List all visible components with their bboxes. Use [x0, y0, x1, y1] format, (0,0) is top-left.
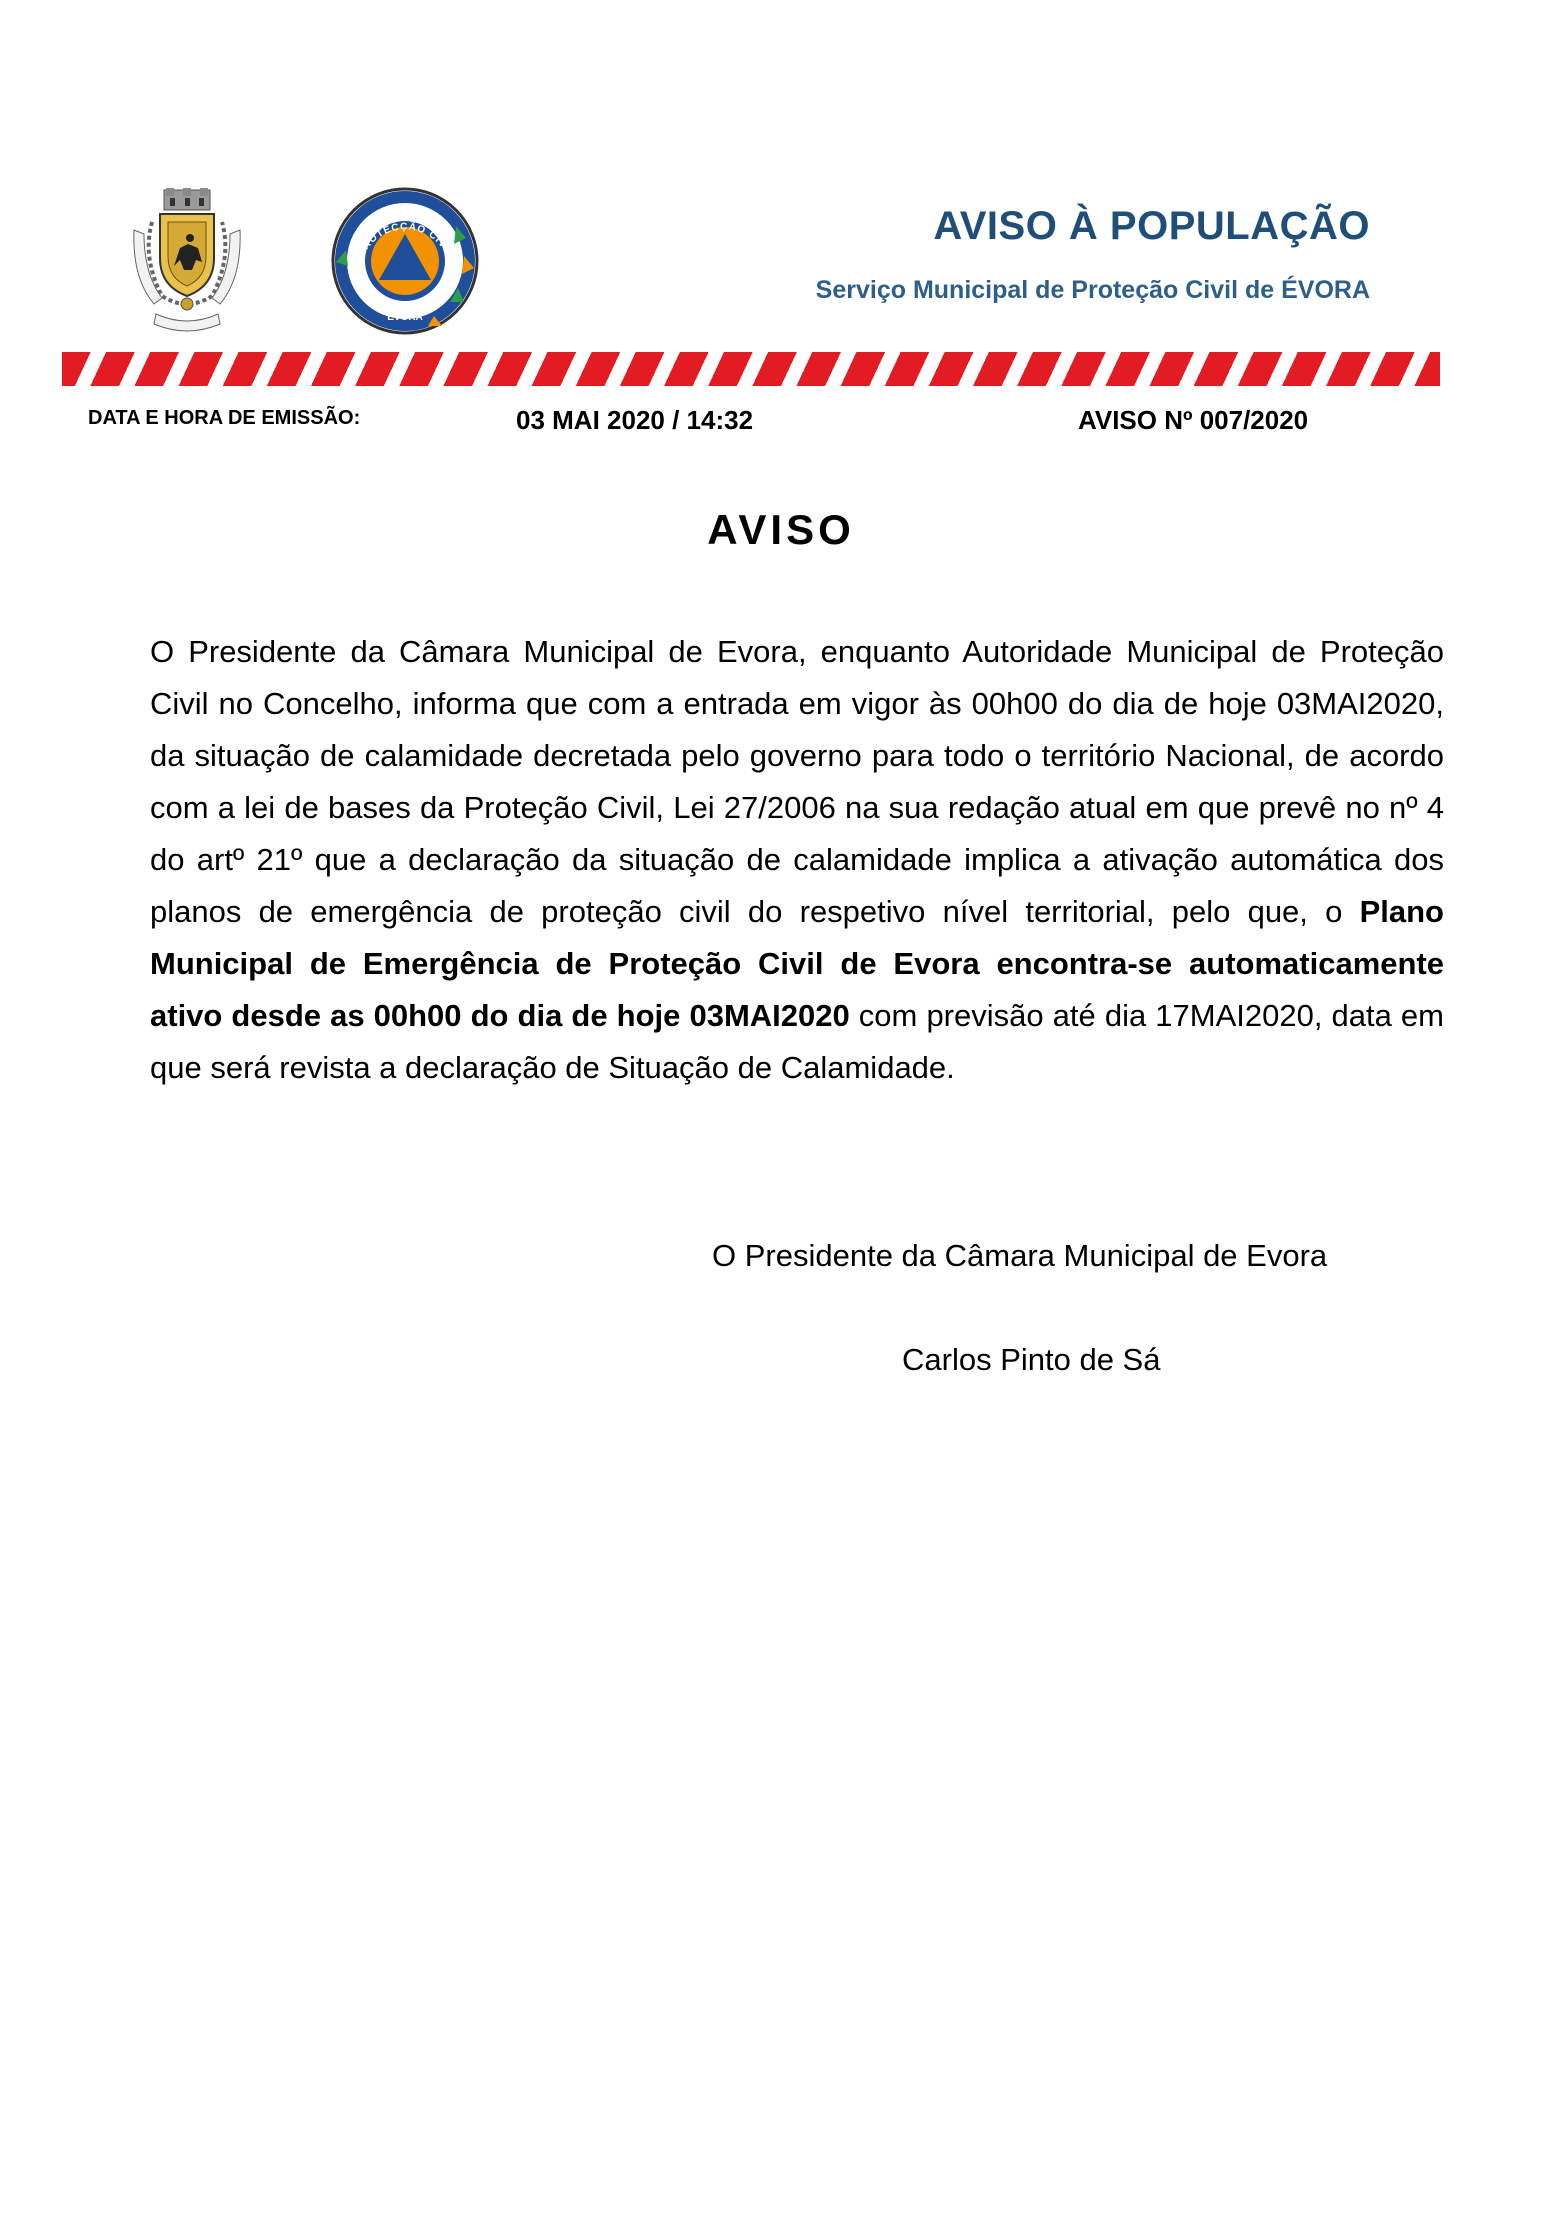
notice-number: AVISO Nº 007/2020: [1078, 405, 1309, 435]
body-text-bold: Plano Municipal de Emergência de Proteção Civil de Evora encontra-se automaticamente ativo desde as 00h00 do dia de hoje 03MAI2020: [150, 894, 1444, 1033]
coat-of-arms-icon: [128, 188, 246, 338]
svg-text:PROTECÇÃO CIVIL: PROTECÇÃO CIVIL: [355, 221, 456, 260]
signatory-role: O Presidente da Câmara Municipal de Evora: [712, 1238, 1328, 1273]
service-subtitle: Serviço Municipal de Proteção Civil de ÉVORA: [815, 276, 1370, 304]
body-text-part-2: com previsão até dia 17MAI2020, data em que será revista a declaração de Situação de Calamidade.: [150, 998, 1445, 1085]
document-heading: AVISO: [707, 506, 855, 553]
body-text-part-1: O Presidente da Câmara Municipal de Evora, enquanto Autoridade Municipal de Proteção Civil no Concelho, informa que com a entrada em vigor às 00h00 do dia de hoje 03MAI2020, da situação de calamidade decretada pelo governo para todo o território Nacional, de acordo com a lei de bases da Proteção Civil, Lei 27/2006 na sua redação atual em que prevê no nº 4 do artº 21º que a declaração da situação de calamidade implica a ativação automática dos planos de emergência de proteção civil do respetivo nível territorial, pelo que, o: [150, 634, 1444, 929]
signatory-name: Carlos Pinto de Sá: [902, 1342, 1161, 1377]
warning-tape-divider: [62, 352, 1440, 386]
issue-datetime-value: 03 MAI 2020 / 14:32: [516, 405, 754, 435]
notice-body: [150, 626, 1444, 1094]
issue-datetime-label: DATA E HORA DE EMISSÃO:: [88, 407, 361, 429]
civil-protection-logo-icon: [330, 186, 480, 336]
notice-title: AVISO À POPULAÇÃO: [933, 204, 1370, 248]
svg-text:EVORA: EVORA: [387, 312, 423, 323]
